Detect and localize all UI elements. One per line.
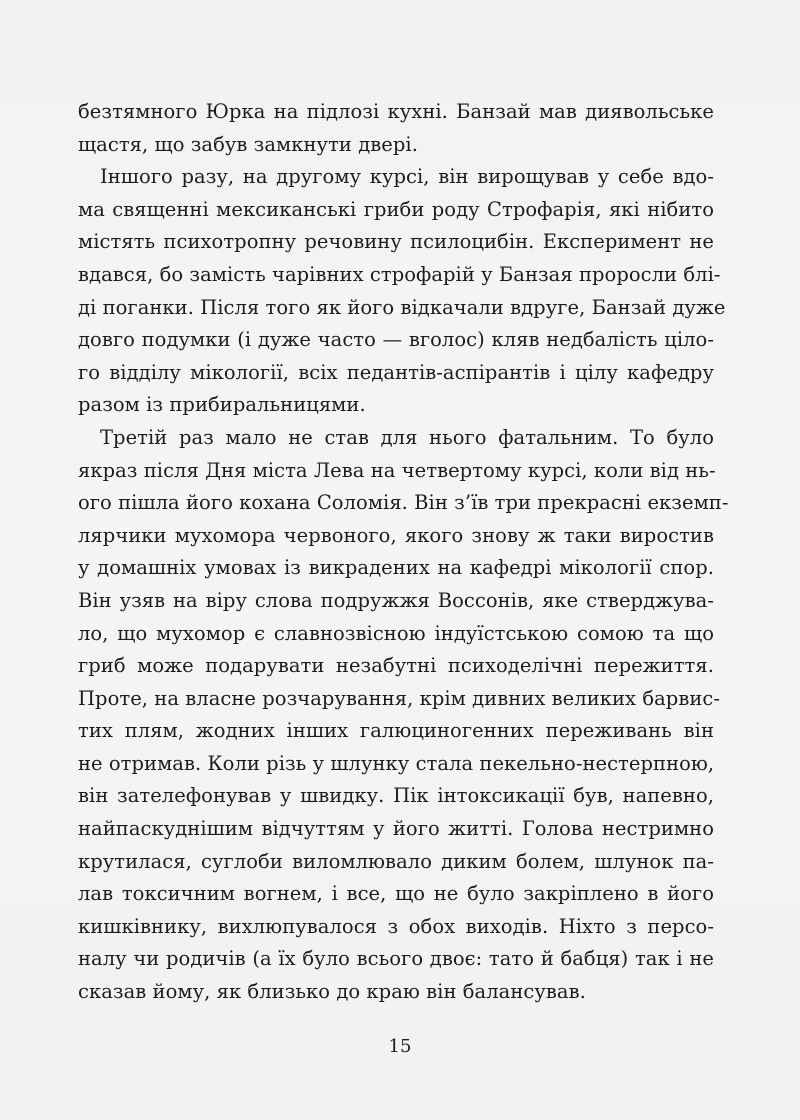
text-line: найпаскуднішим відчуттям у його житті. Голова нестримно — [78, 817, 714, 841]
text-line: Третій раз мало не став для нього фатальним. То було — [100, 425, 714, 449]
text-line: крутилася, суглоби виломлювало диким болем, шлунок па- — [78, 849, 714, 873]
text-line: го відділу мікології, всіх педантів-аспірантів і цілу кафедру — [78, 360, 714, 384]
text-line: лав токсичним вогнем, і все, що не було закріплено в його — [78, 882, 714, 906]
text-line: сказав йому, як близько до краю він балансував. — [78, 980, 586, 1004]
text-line: якраз після Дня міста Лева на четвертому курсі, коли від нь- — [78, 458, 716, 482]
text-line: налу чи родичів (а їх було всього двоє: тато й бабця) так і не — [78, 947, 714, 971]
text-line: довго подумки (і дуже часто — вголос) кляв недбалість ціло- — [78, 328, 714, 352]
text-line: ло, що мухомор є славнозвісною індуїстською сомою та що — [78, 621, 714, 645]
text-line: гриб може подарувати незабутні психоделічні пережиття. — [78, 654, 714, 678]
paragraph — [78, 96, 714, 161]
text-line: разом із прибиральницями. — [78, 393, 366, 417]
text-line: ма священні мексиканські гриби роду Строфарія, які нібито — [78, 197, 714, 221]
text-line: він зателефонував у швидку. Пік інтоксикації був, напевно, — [78, 784, 714, 808]
text-line: не отримав. Коли різь у шлунку стала пекельно-нестерпною, — [78, 751, 715, 775]
text-line: Він узяв на віру слова подружжя Воссонів, яке стверджува- — [78, 588, 714, 612]
paragraph — [78, 161, 726, 422]
text-line: містять психотропну речовину псилоцибін. Експеримент не — [78, 230, 714, 254]
text-line: Іншого разу, на другому курсі, він вирощував у себе вдо- — [100, 165, 714, 189]
text-line: тих плям, жодних інших галюциногенних переживань він — [78, 719, 714, 743]
body-text — [78, 96, 729, 1009]
text-line: кишківнику, вихлюпувалося з обох виходів. Ніхто з персо- — [78, 914, 714, 938]
text-line: безтямного Юрка на підлозі кухні. Банзай мав диявольське — [78, 100, 714, 123]
text-line: у домашніх умовах із викрадених на кафедрі мікології спор. — [78, 556, 714, 580]
text-line: ого пішла його кохана Соломія. Він з’їв три прекрасні екземп- — [78, 491, 729, 515]
paragraph — [78, 422, 729, 1009]
text-line: лярчики мухомора червоного, якого знову ж таки виростив — [78, 523, 714, 547]
page-number: 15 — [388, 1036, 412, 1057]
text-line: щастя, що забув замкнути двері. — [78, 132, 418, 156]
text-line: Проте, на власне розчарування, крім дивних великих барвис- — [78, 686, 721, 710]
text-line: вдався, бо замість чарівних строфарій у Банзая проросли блі- — [78, 262, 721, 286]
text-line: ді поганки. Після того як його відкачали вдруге, Банзай дуже — [78, 295, 726, 319]
